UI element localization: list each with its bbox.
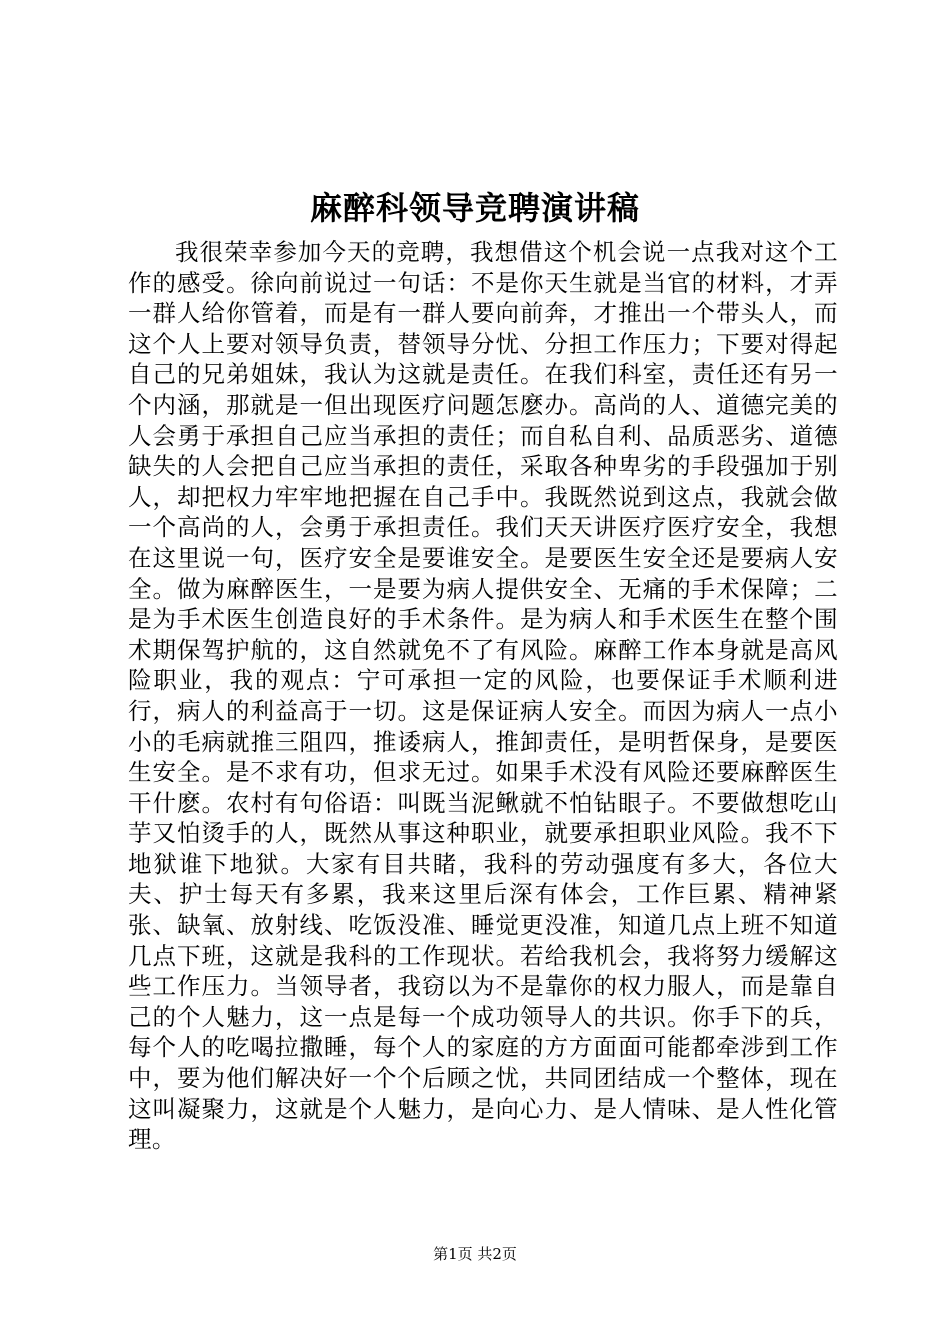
page-footer: 第1页 共2页 <box>433 1245 517 1263</box>
body-paragraph: 我很荣幸参加今天的竞聘，我想借这个机会说一点我对这个工作的感受。徐向前说过一句话：不是你天生就是当官的材料，才弄一群人给你管着，而是有一群人要向前奔，才推出一个带头人，而这个人上要对领导负责，替领导分忧、分担工作压力；下要对得起自己的兄弟姐妹，我认为这就是责任。在我们科室，责任还有另一个内涵，那就是一但出现医疗问题怎麽办。高尚的人、道德完美的人会勇于承担自己应当承担的责任；而自私自利、品质恶劣、道德缺失的人会把自己应当承担的责任，采取各种卑劣的手段强加于别人，却把权力牢牢地把握在自己手中。我既然说到这点，我就会做一个高尚的人，会勇于承担责任。我们天天讲医疗医疗安全，我想在这里说一句，医疗安全是要谁安全。是要医生安全还是要病人安全。做为麻醉医生，一是要为病人提供安全、无痛的手术保障；二是为手术医生创造良好的手术条件。是为病人和手术医生在整个围术期保驾护航的，这自然就免不了有风险。麻醉工作本身就是高风险职业，我的观点：宁可承担一定的风险，也要保证手术顺利进行，病人的利益高于一切。这是保证病人安全。而因为病人一点小小的毛病就推三阻四，推诿病人，推卸责任，是明哲保身，是要医生安全。是不求有功，但求无过。如果手术没有风险还要麻醉医生干什麽。农村有句俗语：叫既当泥鳅就不怕钻眼子。不要做想吃山芋又怕烫手的人，既然从事这种职业，就要承担职业风险。我不下地狱谁下地狱。大家有目共睹，我科的劳动强度有多大，各位大夫、护士每天有多累，我来这里后深有体会，工作巨累、精神紧张、缺氧、放射线、吃饭没准、睡觉更没准，知道几点上班不知道几点下班，这就是我科的工作现状。若给我机会，我将努力缓解这些工作压力。当领导者，我窃以为不是靠你的权力服人，而是靠自己的个人魅力，这一点是每一个成功领导人的共识。你手下的兵，每个人的吃喝拉撒睡，每个人的家庭的方方面面可能都牵涉到工作中，要为他们解决好一个个后顾之忧，共同团结成一个整体，现在这叫凝聚力，这就是个人魅力，是向心力、是人情味、是人性化管理。 <box>128 238 838 1154</box>
document-title: 麻醉科领导竞聘演讲稿 <box>309 189 640 227</box>
